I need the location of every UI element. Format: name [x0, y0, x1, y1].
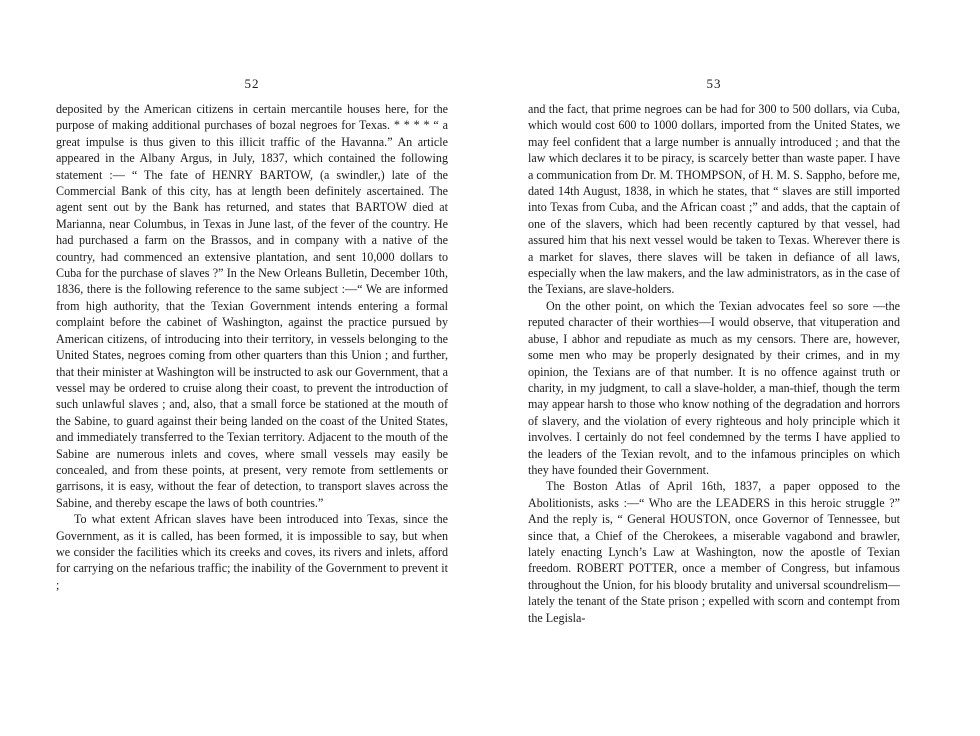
paragraph: The Boston Atlas of April 16th, 1837, a paper opposed to the Abolitionists, asks :—“ Who are the LEADERS in this heroic struggle ?” And the reply is, “ General HOUSTON, once Governor of Tennessee, but since that, a Chief of the Cherokees, a miserable vagabond and brawler, lately enacting Lynch’s Law at Washington, now the apostle of Texian freedom. ROBERT POTTER, once a member of Congress, but infamous throughout the Union, for his bloody brutality and universal scoundrelism—lately the tenant of the State prison ; expelled with scorn and contempt from the Legisla-: [528, 479, 900, 625]
paragraph: On the other point, on which the Texian advocates feel so sore —the reputed character of their worthies—I would observe, that vituperation and abuse, I abhor and repudiate as much as my censors. There are, however, some men who may be properly designated by their crimes, and in my opinion, the Texians are of that number. It is no offence against truth or charity, in my judgment, to call a slave-holder, a man-thief, though the term may appear harsh to those who know nothing of the degradation and horrors of slavery, and the violation of every righteous and holy principle which it involves. I certainly do not feel condemned by the terms I have applied to the leaders of the Texian revolt, and to the infamous principles on which they have founded their Government.: [528, 298, 900, 477]
paragraph: To what extent African slaves have been introduced into Texas, since the Government, as it is called, has been formed, it is impossible to say, but when we consider the facilities which its creeks and coves, its rivers and inlets, afford for carrying on the nefarious traffic; the inability of the Government to prevent it ;: [56, 512, 448, 592]
paragraph: and the fact, that prime negroes can be had for 300 to 500 dollars, via Cuba, which would cost 600 to 1000 dollars, imported from the United States, we may feel confident that a large number is annually introduced ; and that the law which declares it to be piracy, is scarcely better than waste paper. I have a communication from Dr. M. THOMPSON, of H. M. S. Sappho, before me, dated 14th August, 1838, in which he states, that “ slaves are still imported into Texas from Cuba, and the African coast ;” and adds, that the captain of one of the slavers, which had been recently captured by that vessel, had assured him that his next vessel would be taken to Texas. Wherever there is a market for slaves, there slaves will be taken in defiance of all laws, especially when the law makers, and the law administrators, as in the case of the Texians, are slave-holders.: [528, 102, 900, 297]
right-page-body: [528, 101, 900, 626]
page-number-left: 52: [244, 76, 260, 91]
right-page: [528, 0, 900, 736]
left-page-body: [56, 101, 448, 593]
left-page: [56, 0, 448, 736]
paragraph: deposited by the American citizens in certain mercantile houses here, for the purpose of making additional purchases of bozal negroes for Texas. * * * * “ a great impulse is thus given to this illicit traffic of the Havanna.” An article appeared in the Albany Argus, in July, 1837, which contained the following statement :— “ The fate of HENRY BARTOW, (a swindler,) late of the Commercial Bank of this city, has at length been definitely ascertained. The agent sent out by the Bank has returned, and states that BARTOW died at Marianna, near Columbus, in Texas in June last, of the fever of the country. He had purchased a farm on the Brassos, and in company with a native of the country, had commenced an extensive plantation, and sent 10,000 dollars to Cuba for the purchase of slaves ?” In the New Orleans Bulletin, December 10th, 1836, there is the following reference to the same subject :—“ We are informed from high authority, that the Texian Government intends entering a formal complaint before the cabinet of Washington, against the practice pursued by American citizens, of introducing into their territory, in vessels belonging to the United States, negroes coming from other quarters than this Union ; and further, that their minister at Washington will be instructed to ask our Government, that a vessel may be ordered to cruise along their coast, to prevent the introduction of such unlawful slaves ; and, also, that a small force be stationed at the mouth of the Sabine, to guard against their being landed on the coast of the United States, and immediately transferred to the Texian territory. Adjacent to the mouth of the Sabine are numerous inlets and coves, where small vessels may easily be concealed, and from these points, at present, very remote from settlements or garrisons, it is easy, without the fear of detection, to transport slaves across the Sabine, and thereby escape the laws of both countries.”: [56, 102, 448, 510]
page-number-right: 53: [706, 76, 722, 91]
